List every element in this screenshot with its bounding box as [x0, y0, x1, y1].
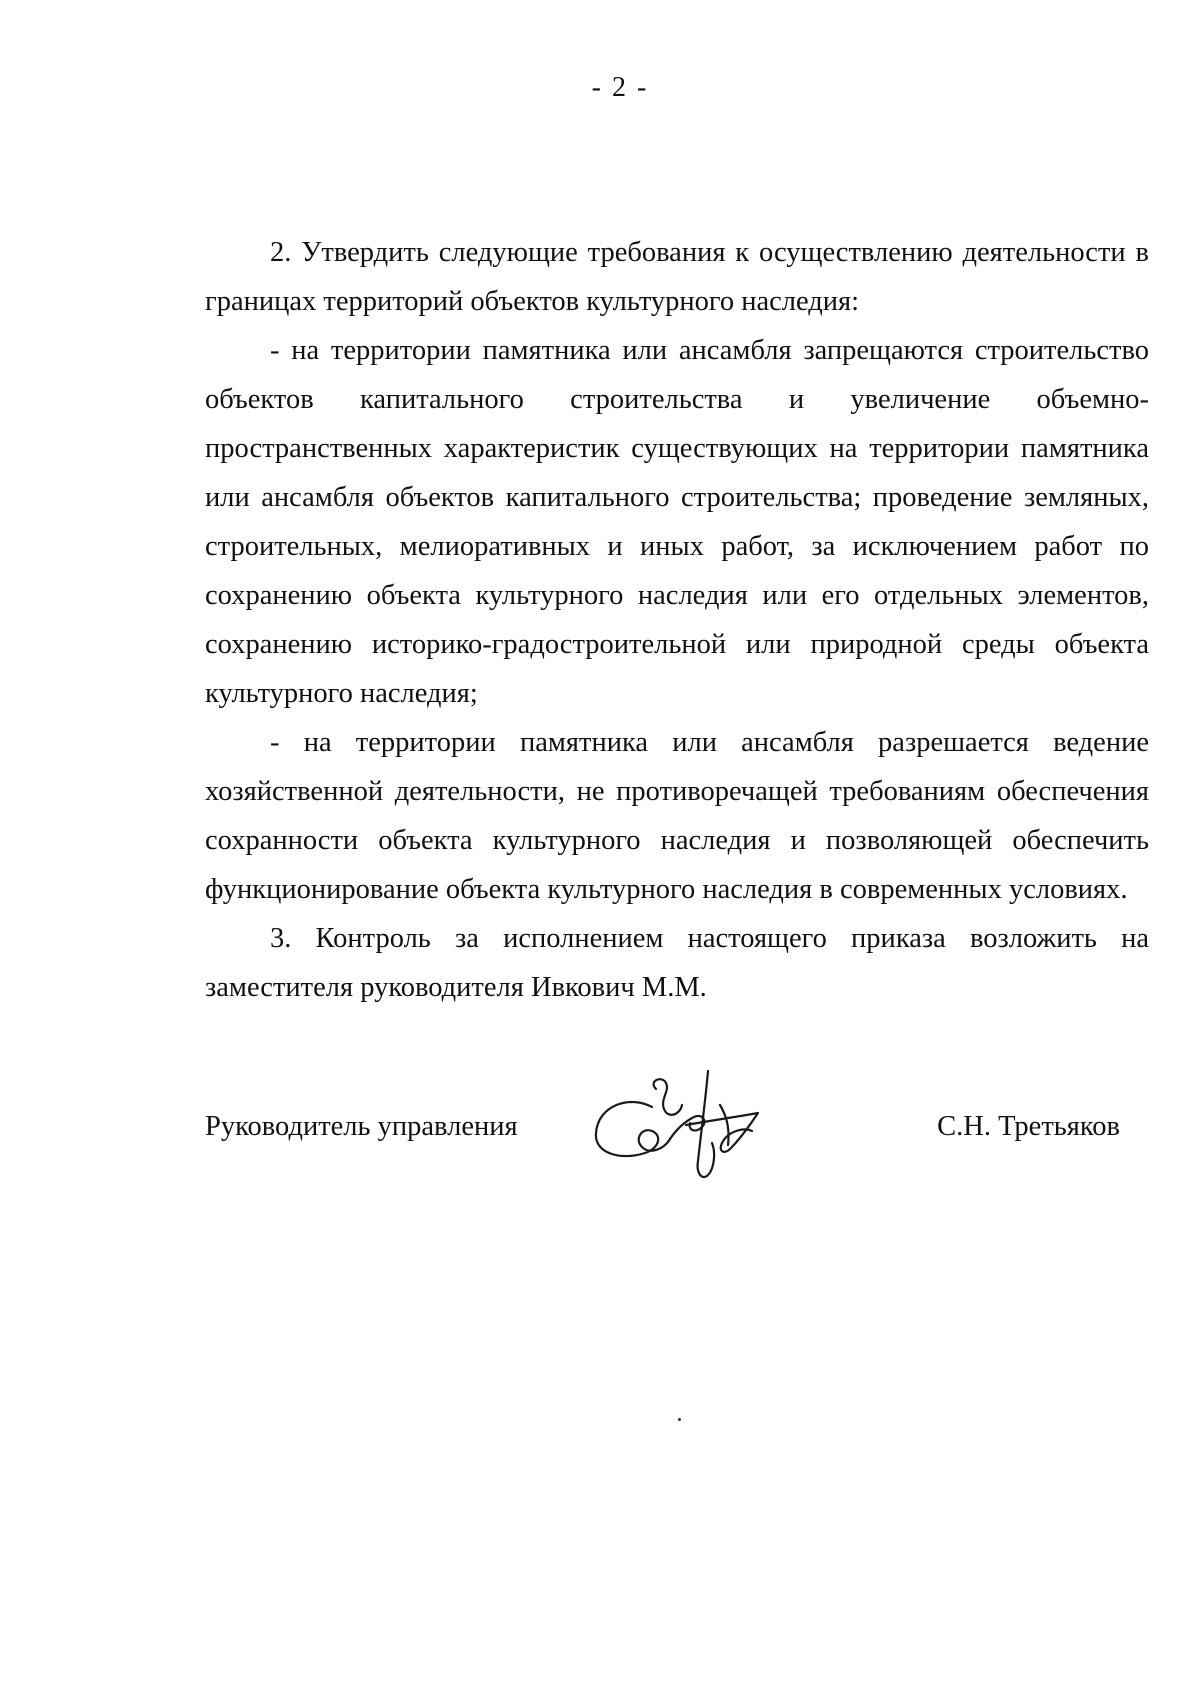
signer-title: Руководитель управления	[205, 1111, 518, 1142]
signature-block	[205, 1065, 1120, 1185]
paragraph-item-3: 3. Контроль за исполнением настоящего приказа возложить на заместителя руководителя Ивкович М.М.	[205, 923, 1149, 1003]
handwritten-signature	[590, 1065, 780, 1185]
page-number: - 2 -	[591, 72, 649, 103]
paragraph-prohibitions: - на территории памятника или ансамбля запрещаются строительство объектов капитального строительства и увеличение объемно-пространственных характеристик существующих на территории памятника или ансамбля объектов капитального строительства; проведение земляных, строительных, мелиоративных и иных работ, за исключением работ по сохранению объекта культурного наследия или его отдельных элементов, сохранению историко-градостроительной или природной среды объекта культурного наследия;	[205, 335, 1149, 709]
signer-name: С.Н. Третьяков	[937, 1111, 1120, 1142]
scan-artifact-dot	[678, 1418, 681, 1421]
document-body	[205, 228, 1149, 1012]
paragraph-item-2: 2. Утвердить следующие требования к осуществлению деятельности в границах территорий объектов культурного наследия:	[205, 237, 1149, 317]
paragraph-permissions: - на территории памятника или ансамбля разрешается ведение хозяйственной деятельности, не противоречащей требованиям обеспечения сохранности объекта культурного наследия и позволяющей обеспечить функционирование объекта культурного наследия в современных условиях.	[205, 727, 1149, 905]
